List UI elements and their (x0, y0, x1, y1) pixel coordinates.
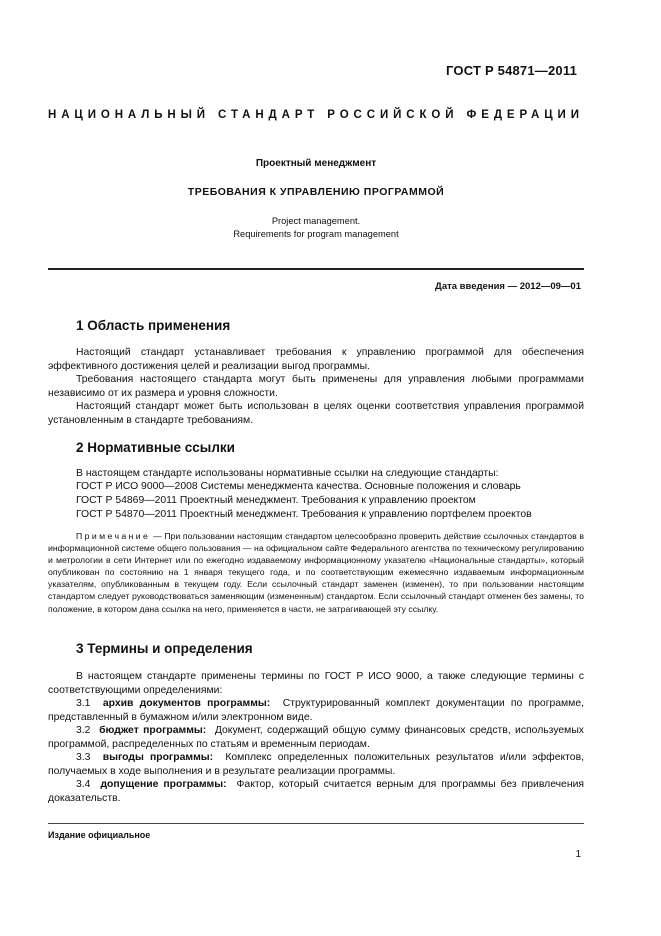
term-name: допущение программы: (100, 779, 227, 790)
term-text: Структурированный комплект документации по программе, представленный в бумажном и/или электронном виде. (48, 698, 584, 723)
english-title-line-2: Requirements for program management (233, 229, 399, 239)
section-3-heading: 3 Термины и определения (76, 641, 253, 656)
reference-note (48, 530, 584, 615)
term-text: Фактор, который считается верным для программы без привлечения доказательств. (48, 779, 584, 804)
term-number: 3.3 (76, 752, 91, 763)
introduction-date: Дата введения — 2012—09—01 (435, 281, 581, 292)
standard-title: ТРЕБОВАНИЯ К УПРАВЛЕНИЮ ПРОГРАММОЙ (187, 186, 445, 198)
term-number: 3.1 (76, 698, 91, 709)
term-name: архив документов программы: (102, 698, 271, 709)
term-definition (48, 697, 584, 724)
term-definition (48, 778, 584, 805)
section-2-intro: В настоящем стандарте использованы нормативные ссылки на следующие стандарты: (76, 468, 499, 479)
term-text: Документ, содержащий общую сумму финансовых средств, используемых программой, распределенных по статьям и временным периодам. (48, 725, 584, 750)
section-1-paragraph-1: Настоящий стандарт устанавливает требования к управлению программой для обеспечения эффективного достижения целей и реализации выгод программы. (48, 347, 584, 372)
term-text: Комплекс определенных положительных результатов и/или эффектов, получаемых в ходе выполнения и в результате реализации программы. (48, 752, 584, 777)
note-label: Примечание (76, 531, 151, 541)
english-title-line-1: Project management. (271, 216, 361, 226)
term-name: выгоды программы: (102, 752, 214, 763)
term-definition (48, 724, 584, 751)
reference-item: ГОСТ Р ИСО 9000—2008 Системы менеджмента качества. Основные положения и словарь (76, 481, 521, 492)
section-1-paragraph-3: Настоящий стандарт может быть использован в целях оценки соответствия управления программой установленным в стандарте требованиям. (48, 401, 584, 426)
note-text: — При пользовании настоящим стандартом целесообразно проверить действие ссылочных стандартов в информационной системе общего пользования — на официальном сайте Федерального агентства по техническому регулированию и метрологии в сети Интернет или по ежегодно издаваемому информационному указателю «Национальные стандарты», который опубликован по состоянию на 1 января текущего года, и по соответствующим ежемесячно издаваемым информационным указателям, опубликованным в текущем году. Если ссылочный стандарт заменен (изменен), то при пользовании настоящим стандартом следует руководствоваться заменяющим (измененным) стандартом. Если ссылочный стандарт отменен без замены, то положение, в котором дана ссылка на него, применяется в части, не затрагивающей эту ссылку. (48, 531, 584, 614)
national-standard-banner: НАЦИОНАЛЬНЫЙ СТАНДАРТ РОССИЙСКОЙ ФЕДЕРАЦИИ (48, 109, 584, 121)
section-1-heading: 1 Область применения (76, 318, 231, 333)
reference-item: ГОСТ Р 54870—2011 Проектный менеджмент. Требования к управлению портфелем проектов (76, 509, 532, 520)
footer-divider (48, 823, 584, 824)
term-number: 3.4 (76, 779, 91, 790)
section-3-intro: В настоящем стандарте применены термины по ГОСТ Р ИСО 9000, а также следующие термины с соответствующими определениями: (48, 671, 584, 696)
section-2-heading: 2 Нормативные ссылки (76, 440, 235, 455)
term-definition (48, 751, 584, 778)
term-name: бюджет программы: (99, 725, 207, 736)
section-1-paragraph-2: Требования настоящего стандарта могут быть применены для управления любыми программами независимо от их размера и уровня сложности. (48, 374, 584, 399)
title-divider (48, 268, 584, 270)
page-number: 1 (575, 849, 581, 860)
subject-title: Проектный менеджмент (255, 158, 377, 169)
term-number: 3.2 (76, 725, 91, 736)
document-number: ГОСТ Р 54871—2011 (446, 63, 577, 78)
official-edition-label: Издание официальное (48, 830, 151, 840)
reference-item: ГОСТ Р 54869—2011 Проектный менеджмент. Требования к управлению проектом (76, 495, 476, 506)
